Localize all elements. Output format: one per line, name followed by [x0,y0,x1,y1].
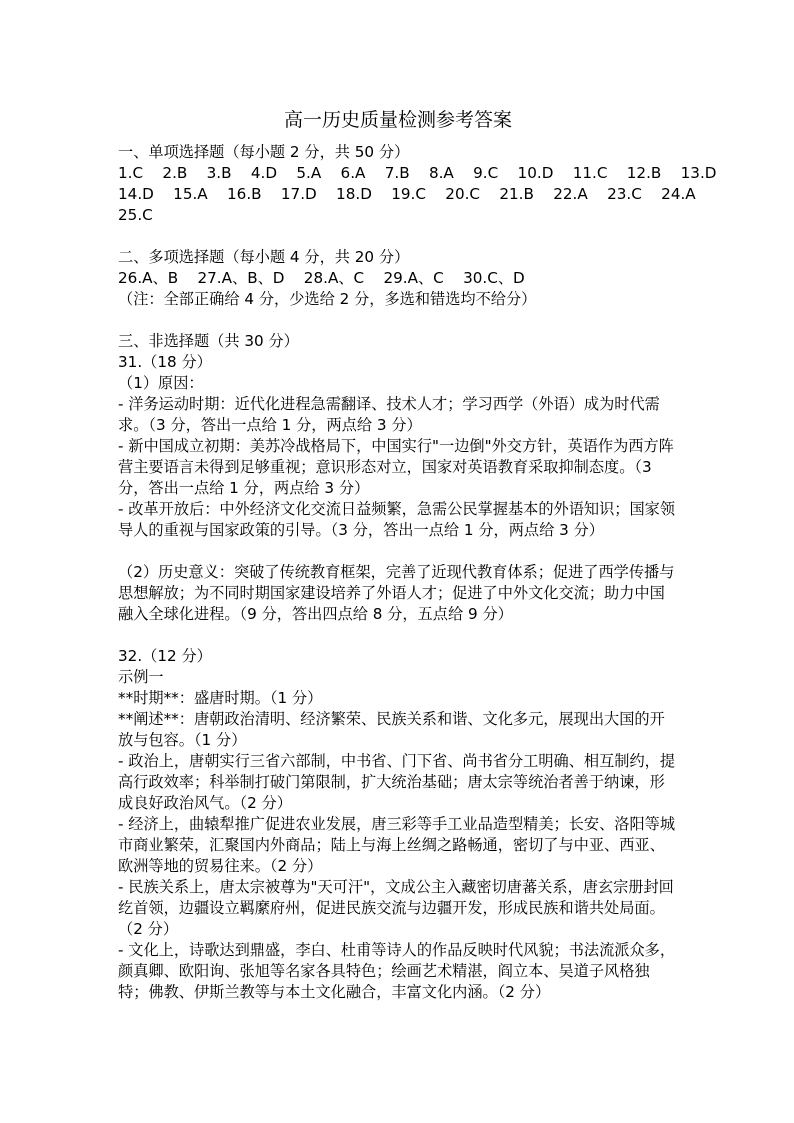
q32-culture: - 文化上，诗歌达到鼎盛，李白、杜甫等诗人的作品反映时代风貌；书法流派众多，颜真卿、欧阳询、张旭等名家各具特色；绘画艺术精湛，阎立本、吴道子风格独特；佛教、伊斯兰教等与本土文化融合，丰富文化内涵。（2 分） [118,941,676,1001]
q32-number: 32.（12 分） [118,647,212,665]
q32-period: **时期**：盛唐时期。（1 分） [118,689,323,707]
page-title: 高一历史质量检测参考答案 [283,109,512,131]
q31-part1-label: （1）原因： [118,374,204,392]
q31-item-reform: - 改革开放后：中外经济文化交流日益频繁，急需公民掌握基本的外语知识；国家领导人的重视与国家政策的引导。（3 分，答出一点给 1 分，两点给 3 分） [118,500,676,539]
section2-answers: 26.A、B 27.A、B、D 28.A、C 29.A、C 30.C、D [118,269,525,287]
q31-item-westernization: - 洋务运动时期：近代化进程急需翻译、技术人才；学习西学（外语）成为时代需求。（3 分，答出一点给 1 分，两点给 3 分） [118,395,660,434]
q31-part2: （2）历史意义：突破了传统教育框架，完善了近现代教育体系；促进了西学传播与思想解放；为不同时期国家建设培养了外语人才；促进了中外文化交流；助力中国融入全球化进程。（9 分，答出四点给 8 分，五点给 9 分） [118,563,675,623]
section1-heading: 一、单项选择题（每小题 2 分，共 50 分） [118,143,410,161]
section1-answers-line2: 14.D 15.A 16.B 17.D 18.D 19.C 20.C 21.B 22.A 23.C 24.A [118,185,696,203]
spacer [118,541,678,562]
spacer [118,310,678,331]
spacer [118,625,678,646]
section1-answers-line3: 25.C [118,206,153,224]
section2-note: （注：全部正确给 4 分，少选给 2 分，多选和错选均不给分） [118,290,537,308]
document-body [118,142,717,1003]
q32-economy: - 经济上，曲辕犁推广促进农业发展，唐三彩等手工业品造型精美；长安、洛阳等城市商业繁荣，汇聚国内外商品；陆上与海上丝绸之路畅通，密切了与中亚、西亚、欧洲等地的贸易往来。（2 分） [118,815,676,875]
q32-politics: - 政治上，唐朝实行三省六部制，中书省、门下省、尚书省分工明确、相互制约，提高行政效率；科举制打破门第限制，扩大统治基础；唐太宗等统治者善于纳谏，形成良好政治风气。（2 分） [118,752,676,812]
q31-number: 31.（18 分） [118,353,212,371]
q32-ethnic-relations: - 民族关系上，唐太宗被尊为"天可汗"，文成公主入藏密切唐蕃关系，唐玄宗册封回纥首领，边疆设立羁縻府州，促进民族交流与边疆开发，形成民族和谐共处局面。（2 分） [118,878,674,938]
spacer [118,226,678,247]
q31-item-early-prc: - 新中国成立初期：美苏冷战格局下，中国实行"一边倒"外交方针，英语作为西方阵营主要语言未得到足够重视；意识形态对立，国家对英语教育采取抑制态度。（3 分，答出一点给 1 分，两点给 3 分） [118,437,674,497]
q32-thesis: **阐述**：唐朝政治清明、经济繁荣、民族关系和谐、文化多元，展现出大国的开放与包容。（1 分） [118,710,665,749]
section2-heading: 二、多项选择题（每小题 4 分，共 20 分） [118,248,410,266]
section1-answers-line1: 1.C 2.B 3.B 4.D 5.A 6.A 7.B 8.A 9.C 10.D 11.C 12.B 13.D [118,164,717,182]
section3-heading: 三、非选择题（共 30 分） [118,332,299,350]
q32-example-label: 示例一 [118,668,164,686]
